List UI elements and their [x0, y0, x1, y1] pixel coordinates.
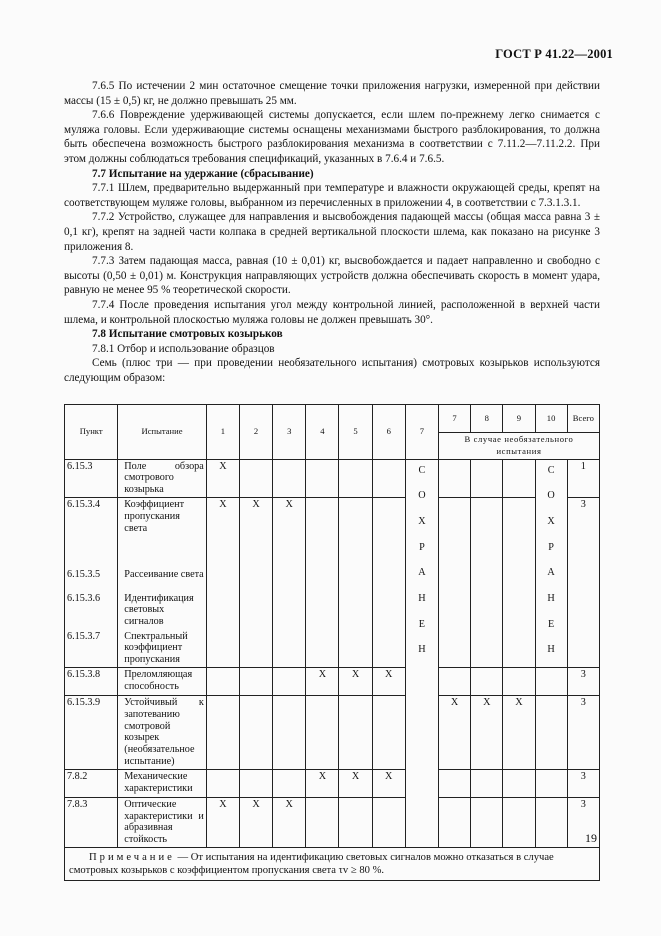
mark-cell [372, 497, 405, 667]
test-cell: Коэффициент пропускания света [118, 497, 206, 567]
test-cell: Спектральный коэффициент пропускания [118, 630, 206, 668]
page-number: 19 [585, 831, 597, 845]
note-text: — От испытания на идентификацию световых сигналов можно отказаться в случае смотровых козырьков с коэффициентом пропускания света τv ≥ 80 %. [69, 852, 554, 877]
note-label: Примечание [89, 852, 175, 864]
header-col: 1 [206, 405, 239, 460]
header-test: Испытание [118, 405, 206, 460]
paragraph: 7.7.3 Затем падающая масса, равная (10 ± 0,01) кг, высвобождается и падает направленно и свободно с высоты (0,50 ± 0,01) м. Конструкция направляющих устройств должна обеспечивать скорость в момент удара, равную не менее 95 % теоретической скорости. [64, 255, 600, 297]
mark-cell: X [273, 497, 306, 667]
total-cell: 3 [567, 696, 599, 770]
mark-cell [273, 459, 306, 497]
mark-cell [206, 668, 239, 696]
mark-cell: X [206, 459, 239, 497]
mark-cell: X [306, 769, 339, 797]
opt-cell [503, 459, 535, 497]
mark-cell [306, 497, 339, 667]
mark-cell [239, 696, 272, 770]
test-cell: Поле обзора смотрового козырька [118, 459, 206, 497]
opt-cell [503, 769, 535, 797]
body-text [64, 79, 600, 385]
test-cell: Устойчивый к запотеванию смотровой козырек (необязательное испытание) [118, 696, 206, 770]
opt-cell [438, 668, 470, 696]
opt-cell [471, 459, 503, 497]
mark-cell [339, 497, 372, 667]
test-cell: Идентификация световых сигналов [118, 592, 206, 630]
header-col-optional: 8 [471, 405, 503, 433]
opt-cell: X [503, 696, 535, 770]
mark-cell: X [206, 797, 239, 847]
opt-cell [535, 797, 567, 847]
header-col: 3 [273, 405, 306, 460]
opt-cell [438, 497, 470, 667]
clause-cell: 7.8.3 [65, 797, 118, 847]
opt-cell [471, 668, 503, 696]
mark-cell [273, 668, 306, 696]
kept-column-7: С О Х Р А Н Е Н [405, 459, 438, 847]
header-col: 5 [339, 405, 372, 460]
mark-cell [306, 459, 339, 497]
paragraph: 7.8.1 Отбор и использование образцов [92, 342, 275, 355]
clause-cell: 7.8.2 [65, 769, 118, 797]
kept-column-10: С О Х Р А Н Е Н [535, 459, 567, 668]
opt-cell: X [471, 696, 503, 770]
test-cell: Оптические характеристики и абразивная стойкость [118, 797, 206, 847]
opt-cell [471, 497, 503, 667]
opt-cell [438, 797, 470, 847]
clause-cell: 6.15.3.8 [65, 668, 118, 696]
mark-cell [372, 696, 405, 770]
document-header: ГОСТ Р 41.22—2001 [495, 47, 613, 61]
mark-cell [273, 769, 306, 797]
header-col: 7 [405, 405, 438, 460]
header-col: 6 [372, 405, 405, 460]
header-col-optional: 9 [503, 405, 535, 433]
mark-cell [339, 459, 372, 497]
header-col-optional: 10 [535, 405, 567, 433]
mark-cell: X [239, 797, 272, 847]
clause-cell: 6.15.3 [65, 459, 118, 497]
mark-cell [372, 797, 405, 847]
header-optional: В случае необязательного испытания [438, 433, 599, 460]
paragraph: Семь (плюс три — при проведении необязательного испытания) смотровых козырьков используются следующим образом: [64, 357, 600, 384]
section-heading: 7.7 Испытание на удержание (сбрасывание) [92, 167, 314, 180]
mark-cell: X [306, 668, 339, 696]
mark-cell [206, 696, 239, 770]
opt-cell [535, 769, 567, 797]
header-col: 4 [306, 405, 339, 460]
paragraph: 7.7.2 Устройство, служащее для направления и высвобождения падающей массы (общая масса равна 3 ± 0,1 кг), крепят на задней части колпака в средней вертикальной плоскости шлема, как показано на рисунке 3 приложения 8. [64, 211, 600, 253]
mark-cell: X [339, 769, 372, 797]
mark-cell [206, 769, 239, 797]
opt-cell [438, 769, 470, 797]
total-cell: 3 [567, 769, 599, 797]
opt-cell: X [438, 696, 470, 770]
mark-cell [339, 797, 372, 847]
opt-cell [535, 696, 567, 770]
mark-cell [239, 668, 272, 696]
paragraph: 7.6.5 По истечении 2 мин остаточное смещение точки приложения нагрузки, измеренной при действии массы (15 ± 0,5) кг, не должно превышать 25 мм. [64, 80, 600, 107]
paragraph: 7.7.4 После проведения испытания угол между контрольной линией, расположенной в верхней части шлема, и контрольной плоскостью муляжа головы не должен превышать 30°. [64, 298, 600, 326]
paragraph: 7.6.6 Повреждение удерживающей системы допускается, если шлем по-прежнему легко снимается с муляжа головы. Если удерживающие системы оснащены механизмами быстрого разблокирования, то должна быть обеспечена возможность быстрого разблокирования механизма в соответствии с 7.11.2—7.11.2.2. При этом должны соблюдаться требования спецификаций, указанных в 7.6.4 и 7.6.5. [64, 109, 600, 165]
mark-cell: X [372, 668, 405, 696]
section-heading: 7.8 Испытание смотровых козырьков [92, 328, 283, 341]
mark-cell [339, 696, 372, 770]
mark-cell [372, 459, 405, 497]
sample-table [64, 404, 600, 881]
clause-cell: 6.15.3.7 [65, 630, 118, 668]
mark-cell [239, 459, 272, 497]
header-total: Всего [567, 405, 599, 433]
total-cell: 3 [567, 668, 599, 696]
clause-cell: 6.15.3.9 [65, 696, 118, 770]
clause-cell: 6.15.3.4 [65, 497, 118, 567]
header-col: 2 [239, 405, 272, 460]
mark-cell [239, 769, 272, 797]
mark-cell [306, 797, 339, 847]
mark-cell [306, 696, 339, 770]
clause-cell: 6.15.3.5 [65, 568, 118, 592]
total-cell: 3 [567, 497, 599, 667]
test-cell: Рассеивание света [118, 568, 206, 592]
mark-cell: X [339, 668, 372, 696]
clause-cell: 6.15.3.6 [65, 592, 118, 630]
header-clause: Пункт [65, 405, 118, 460]
mark-cell: X [239, 497, 272, 667]
opt-cell [535, 668, 567, 696]
paragraph: 7.7.1 Шлем, предварительно выдержанный при температуре и влажности окружающей среды, крепят на соответствующем муляже головы, выбранном из перечисленных в приложении 4, в соответствии с 7.3.1.3.1. [64, 182, 600, 209]
opt-cell [503, 797, 535, 847]
table-note [65, 848, 600, 881]
opt-cell [503, 668, 535, 696]
opt-cell [438, 459, 470, 497]
opt-cell [471, 769, 503, 797]
mark-cell: X [273, 797, 306, 847]
mark-cell [273, 696, 306, 770]
total-cell: 3 [567, 797, 599, 847]
header-col-optional: 7 [438, 405, 470, 433]
mark-cell: X [206, 497, 239, 667]
total-cell: 1 [567, 459, 599, 497]
opt-cell [503, 497, 535, 667]
mark-cell: X [372, 769, 405, 797]
test-cell: Механические характеристики [118, 769, 206, 797]
opt-cell [471, 797, 503, 847]
test-cell: Преломляющая способность [118, 668, 206, 696]
